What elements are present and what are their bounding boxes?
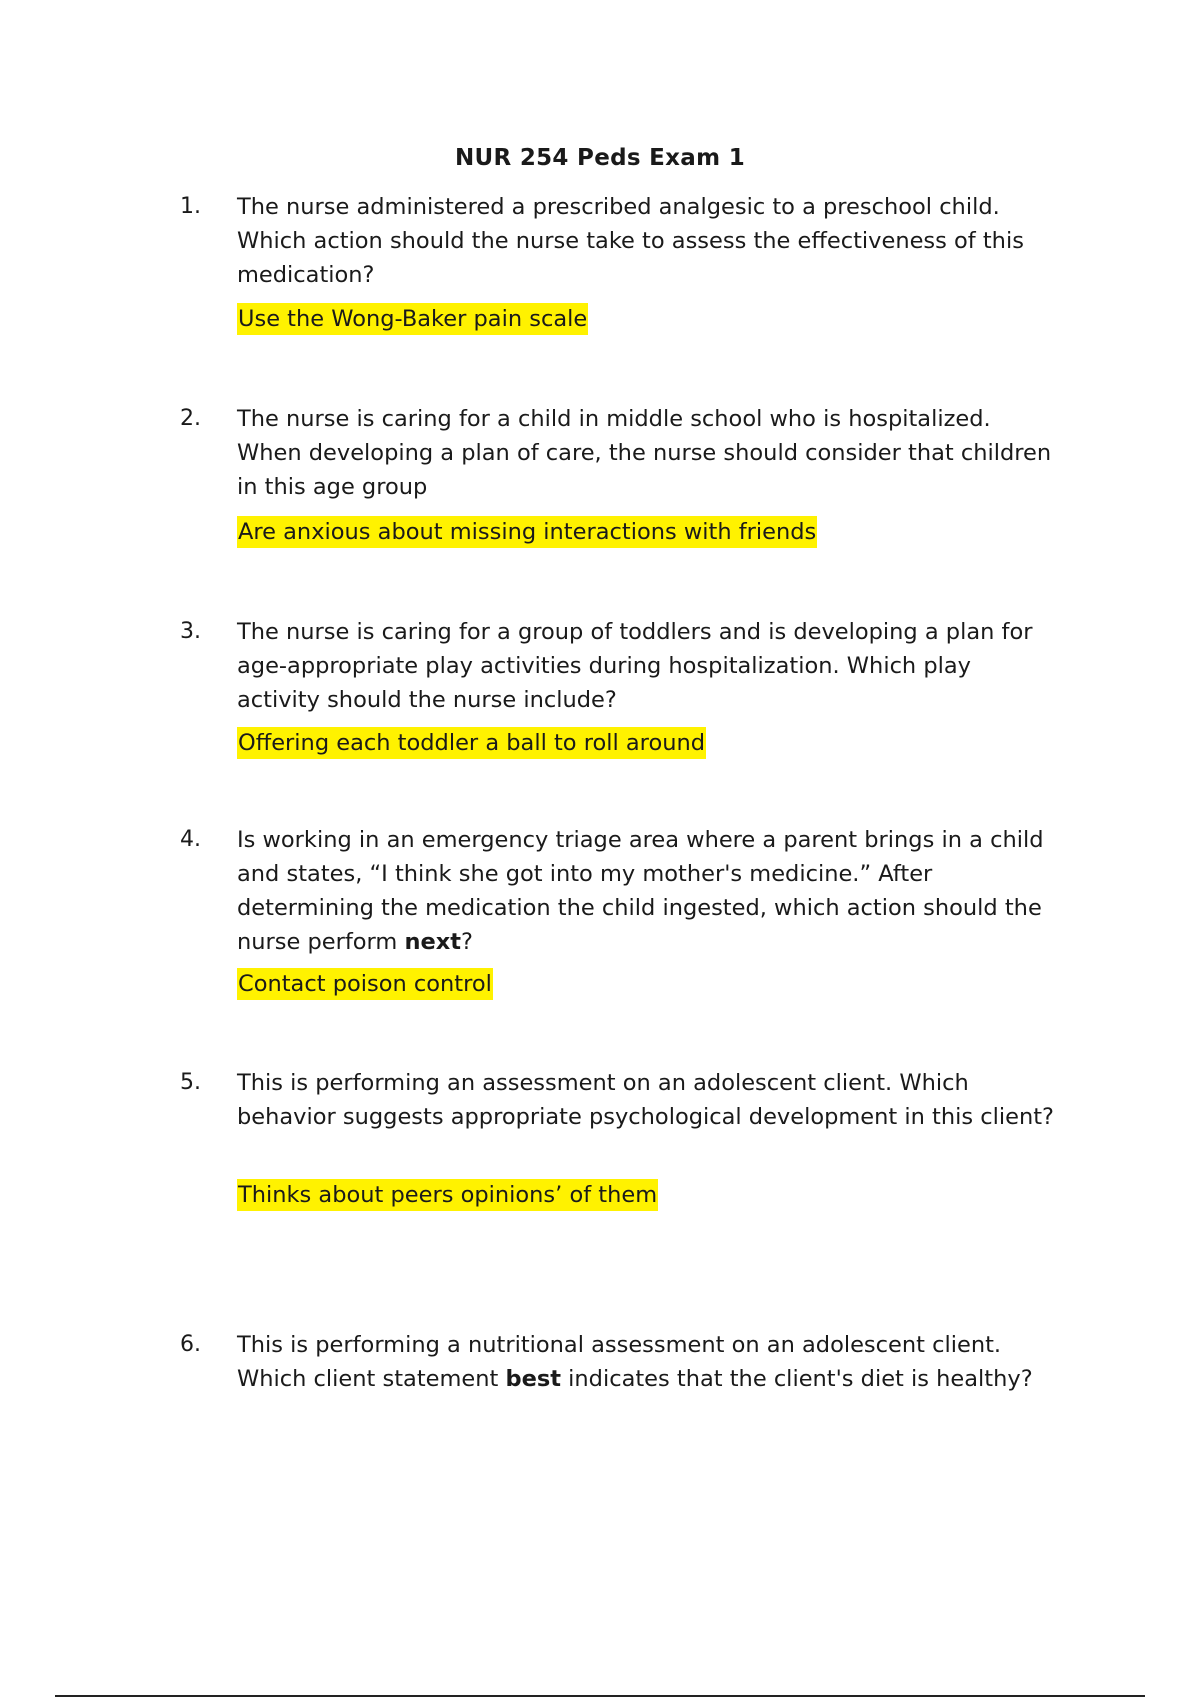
question-text-end: indicates that the client's diet is healthy?: [561, 1366, 1033, 1392]
question-5: [180, 1066, 1060, 1216]
question-text: [237, 823, 1057, 959]
highlighted-answer: Use the Wong-Baker pain scale: [237, 303, 588, 335]
question-text: The nurse is caring for a group of toddlers and is developing a plan for age-appropriate play activities during hospitalization. Which play activity should the nurse include?: [237, 619, 1033, 713]
question-number: 3.: [180, 619, 201, 644]
highlighted-answer: Thinks about peers opinions’ of them: [237, 1179, 658, 1211]
question-text-start: This is performing a nutritional assessment on an adolescent client. Which client statement: [237, 1332, 1002, 1392]
question-text: [237, 1328, 1057, 1396]
highlighted-answer: Offering each toddler a ball to roll around: [237, 727, 706, 759]
question-2: [180, 402, 1060, 552]
question-6: [180, 1328, 1060, 1438]
question-number: 1.: [180, 194, 201, 219]
question-text: The nurse is caring for a child in middle school who is hospitalized. When developing a plan of care, the nurse should consider that children in this age group: [237, 406, 1052, 500]
question-text: This is performing an assessment on an adolescent client. Which behavior suggests appropriate psychological development in this client?: [237, 1070, 1054, 1130]
question-text: The nurse administered a prescribed analgesic to a preschool child. Which action should the nurse take to assess the effectiveness of this medication?: [237, 194, 1024, 288]
emphasis-word: best: [505, 1366, 561, 1392]
question-text-end: ?: [461, 929, 473, 955]
emphasis-word: next: [404, 929, 462, 955]
highlighted-answer: Are anxious about missing interactions with friends: [237, 516, 817, 548]
question-number: 4.: [180, 827, 201, 852]
highlighted-answer: Contact poison control: [237, 968, 493, 1000]
question-3: [180, 615, 1060, 765]
page-title: NUR 254 Peds Exam 1: [454, 145, 746, 171]
question-number: 6.: [180, 1332, 201, 1357]
question-1: [180, 190, 1060, 340]
question-text-start: Is working in an emergency triage area where a parent brings in a child and states, “I think she got into my mother's medicine.” After determining the medication the child ingested, which action should the nurse perform: [237, 827, 1044, 955]
bottom-divider: [55, 1695, 1145, 1697]
question-number: 2.: [180, 406, 201, 431]
question-4: [180, 823, 1060, 1013]
question-number: 5.: [180, 1070, 201, 1095]
